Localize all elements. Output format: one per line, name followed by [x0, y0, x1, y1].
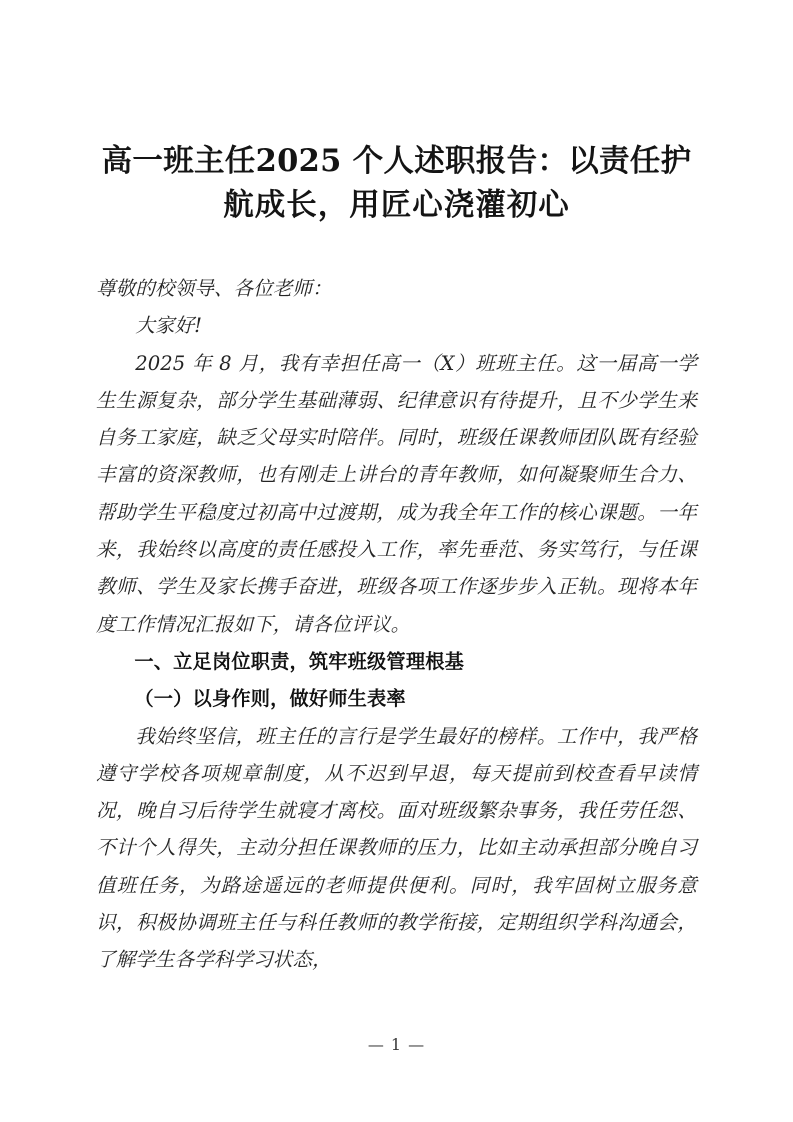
- section-heading-1: 一、立足岗位职责，筑牢班级管理根基: [134, 649, 464, 673]
- subsection-heading-1: （一）以身作则，做好师生表率: [134, 687, 406, 711]
- body-paragraph-1: 2025 年 8 月，我有幸担任高一（X）班班主任。这一届高一学生生源复杂，部分学生基础薄弱、纪律意识有待提升，且不少学生来自务工家庭，缺乏父母实时陪伴。同时，班级任课教师团队既有经验丰富的资深教师，也有刚走上讲台的青年教师，如何凝聚师生合力、帮助学生平稳度过初高中过渡期，成为我全年工作的核心课题。一年来，我始终以高度的责任感投入工作，率先垂范、务实笃行，与任课教师、学生及家长携手奋进，班级各项工作逐步步入正轨。现将本年度工作情况汇报如下，请各位评议。: [96, 351, 697, 636]
- page-content-column: [96, 0, 697, 979]
- salutation: 尊敬的校领导、各位老师：: [96, 277, 332, 300]
- body-paragraph-2: 我始终坚信，班主任的言行是学生最好的榜样。工作中，我严格遵守学校各项规章制度，从不迟到早退，每天提前到校查看早读情况，晚自习后待学生就寝才离校。面对班级繁杂事务，我任劳任怨、不计个人得失，主动分担任课教师的压力，比如主动承担部分晚自习值班任务，为路途遥远的老师提供便利。同时，我牢固树立服务意识，积极协调班主任与科任教师的教学衔接，定期组织学科沟通会，了解学生各学科学习状态，: [96, 724, 697, 972]
- page-number-footer: — 1 —: [367, 1035, 426, 1054]
- page-title: [96, 0, 697, 227]
- page-title-line-2: 航成长，用匠心浇灌初心: [223, 187, 570, 223]
- greeting: 大家好!: [135, 314, 203, 338]
- page-title-line-1: 高一班主任2025 个人述职报告：以责任护: [101, 143, 692, 179]
